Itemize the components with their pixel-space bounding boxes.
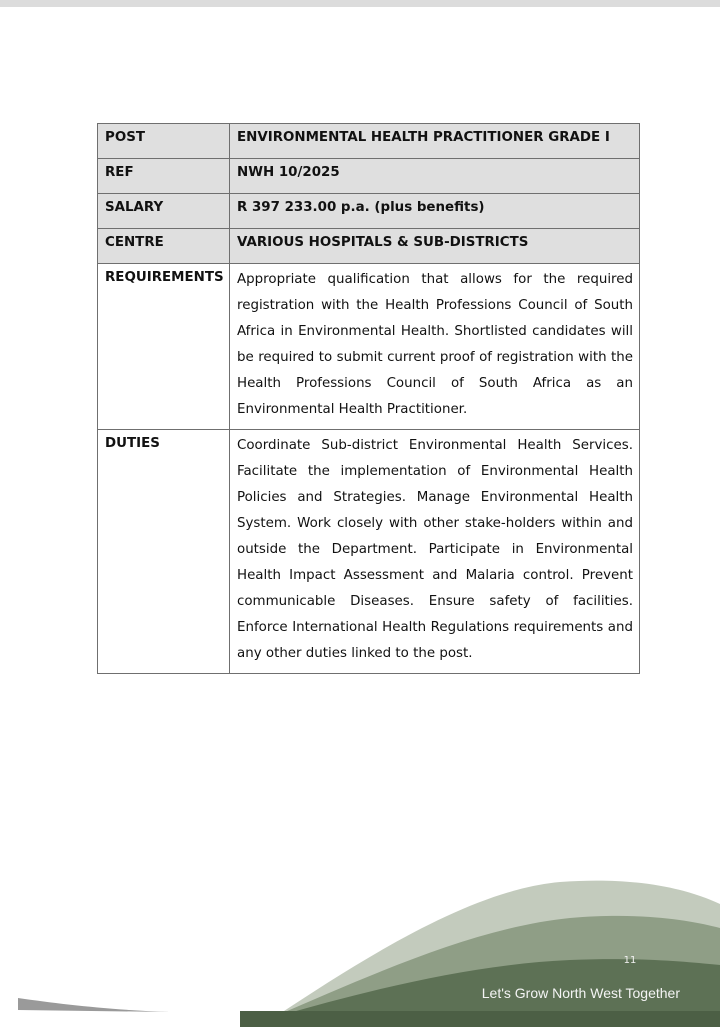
footer-left-swoosh bbox=[18, 998, 170, 1012]
post-value: ENVIRONMENTAL HEALTH PRACTITIONER GRADE I bbox=[230, 124, 640, 159]
centre-label: CENTRE bbox=[98, 229, 230, 264]
salary-value: R 397 233.00 p.a. (plus benefits) bbox=[230, 194, 640, 229]
centre-value: VARIOUS HOSPITALS & SUB-DISTRICTS bbox=[230, 229, 640, 264]
page-top-edge bbox=[0, 0, 720, 7]
table-row-ref bbox=[98, 159, 640, 194]
job-post-table bbox=[97, 123, 640, 674]
salary-label: SALARY bbox=[98, 194, 230, 229]
table-row-salary bbox=[98, 194, 640, 229]
post-label: POST bbox=[98, 124, 230, 159]
table-row-requirements bbox=[98, 264, 640, 430]
duties-text: Coordinate Sub-district Environmental Health Services. Facilitate the implementation of Environmental Health Policies and Strategies. Manage Environmental Health System. Work closely with other stake-holders within and outside the Department. Participate in Environmental Health Impact Assessment and Malaria control. Prevent communicable Diseases. Ensure safety of facilities. Enforce International Health Regulations requirements and any other duties linked to the post. bbox=[230, 430, 640, 674]
footer-wave-graphic bbox=[0, 870, 720, 1027]
table-row-post bbox=[98, 124, 640, 159]
ref-value: NWH 10/2025 bbox=[230, 159, 640, 194]
page-number: 11 bbox=[623, 955, 637, 966]
requirements-label: REQUIREMENTS bbox=[98, 264, 230, 430]
table-row-centre bbox=[98, 229, 640, 264]
duties-label: DUTIES bbox=[98, 430, 230, 674]
requirements-text: Appropriate qualification that allows for the required registration with the Health Professions Council of South Africa in Environmental Health. Shortlisted candidates will be required to submit current proof of registration with the Health Professions Council of South Africa as an Environmental Health Practitioner. bbox=[230, 264, 640, 430]
footer-slogan: Let's Grow North West Together bbox=[481, 985, 680, 1001]
ref-label: REF bbox=[98, 159, 230, 194]
table-row-duties bbox=[98, 430, 640, 674]
footer-bottom-band bbox=[240, 1011, 720, 1027]
